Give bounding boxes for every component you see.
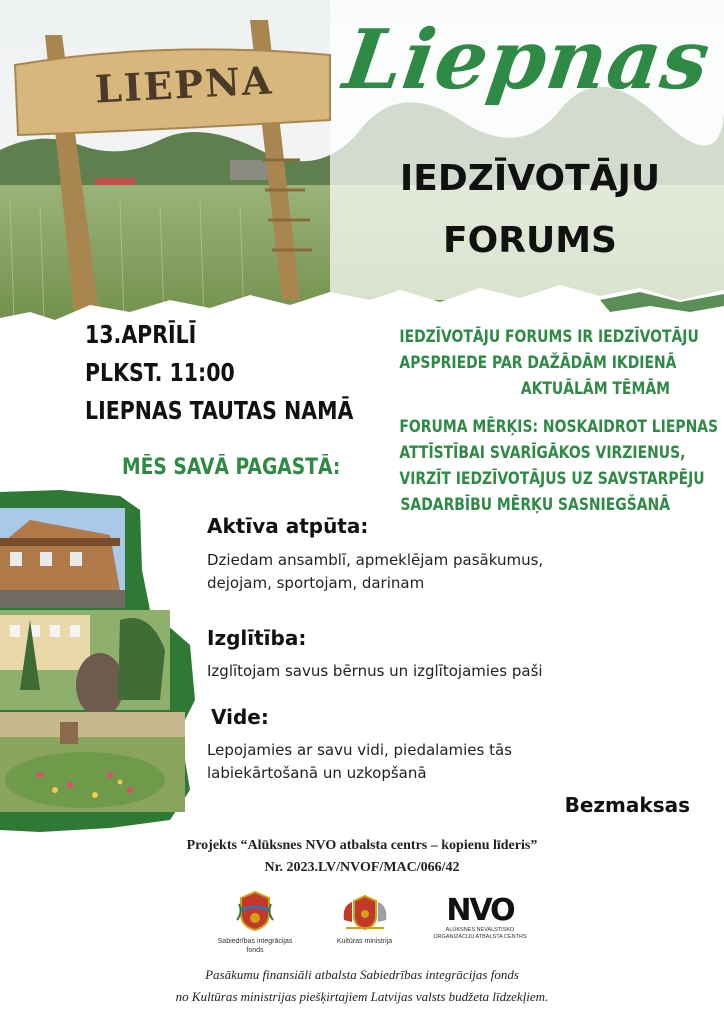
title-script: Liepnas xyxy=(338,12,716,108)
category-description xyxy=(207,739,512,785)
category-description xyxy=(207,660,543,683)
logo-caption: Sabiedrības integrācijas xyxy=(217,938,293,945)
logo-nvo-center xyxy=(425,895,535,941)
nvo-mark: NVO xyxy=(446,893,514,928)
logo-caption: ALŪKSNES NEVALSTISKO xyxy=(445,927,515,933)
village-photos xyxy=(0,490,205,835)
category-title: Aktīva atpūta: xyxy=(207,514,369,538)
about-text xyxy=(340,324,699,402)
about-line: IEDZĪVOTĀJU FORUMS IR IEDZĪVOTĀJU xyxy=(399,327,699,347)
logo-caption: Kultūras ministrija xyxy=(336,938,393,945)
sign-text: LIEPNA xyxy=(93,57,275,112)
title-line-2: IEDZĪVOTĀJU xyxy=(399,158,661,199)
event-date: 13.APRĪLĪ xyxy=(85,320,197,349)
goal-line: FORUMA MĒRĶIS: NOSKAIDROT LIEPNAS xyxy=(399,417,719,437)
logo-caption: fonds xyxy=(246,947,264,954)
category-title: Izglītība: xyxy=(207,626,307,650)
category-description xyxy=(207,549,543,595)
about-line: AKTUĀLĀM TĒMĀM xyxy=(520,379,670,399)
category-line: Dziedam ansamblī, apmeklējam pasākumus, xyxy=(207,551,544,569)
goal-line: SADARBĪBU MĒRĶU SASNIEGŠANĀ xyxy=(400,495,670,515)
event-time: PLKST. 11:00 xyxy=(85,358,235,387)
category-line: labiekārtošanā un uzkopšanā xyxy=(207,764,427,782)
event-place: LIEPNAS TAUTAS NAMĀ xyxy=(85,396,354,425)
coat-of-arms-icon xyxy=(235,890,275,932)
coat-of-arms-icon xyxy=(336,892,394,932)
goal-text xyxy=(340,414,719,518)
title-line-3: FORUMS xyxy=(443,220,617,261)
project-number: Nr. 2023.LV/NVOF/MAC/066/42 xyxy=(264,860,460,875)
goal-line: VIRZĪT IEDZĪVOTĀJUS UZ SAVSTARPĒJU xyxy=(399,469,705,489)
category-line: dejojam, sportojam, darinam xyxy=(207,574,425,592)
category-title: Vide: xyxy=(211,705,269,729)
footer-line-1: Pasākumu finansiāli atbalsta Sabiedrības integrācijas fonds xyxy=(205,967,519,982)
free-label: Bezmaksas xyxy=(564,793,690,817)
project-title: Projekts “Alūksnes NVO atbalsta centrs – kopienu līderis” xyxy=(186,838,538,853)
footer-line-2: no Kultūras ministrijas piešķirtajiem Latvijas valsts budžeta līdzekļiem. xyxy=(175,989,549,1004)
logo-ministry-of-culture xyxy=(322,892,407,946)
about-line: APSPRIEDE PAR DAŽĀDĀM IKDIENĀ xyxy=(399,353,677,373)
goal-line: ATTĪSTĪBAI SVARĪGĀKOS VIRZIENUS, xyxy=(399,443,686,463)
section-heading: MĒS SAVĀ PAGASTĀ: xyxy=(122,455,341,480)
category-line: Izglītojam savus bērnus un izglītojamies paši xyxy=(207,662,543,680)
logo-integration-fund xyxy=(210,890,300,955)
logo-caption: ORGANIZĀCIJU ATBALSTA CENTRS xyxy=(433,934,527,940)
category-line: Lepojamies ar savu vidi, piedalamies tās xyxy=(207,741,512,759)
